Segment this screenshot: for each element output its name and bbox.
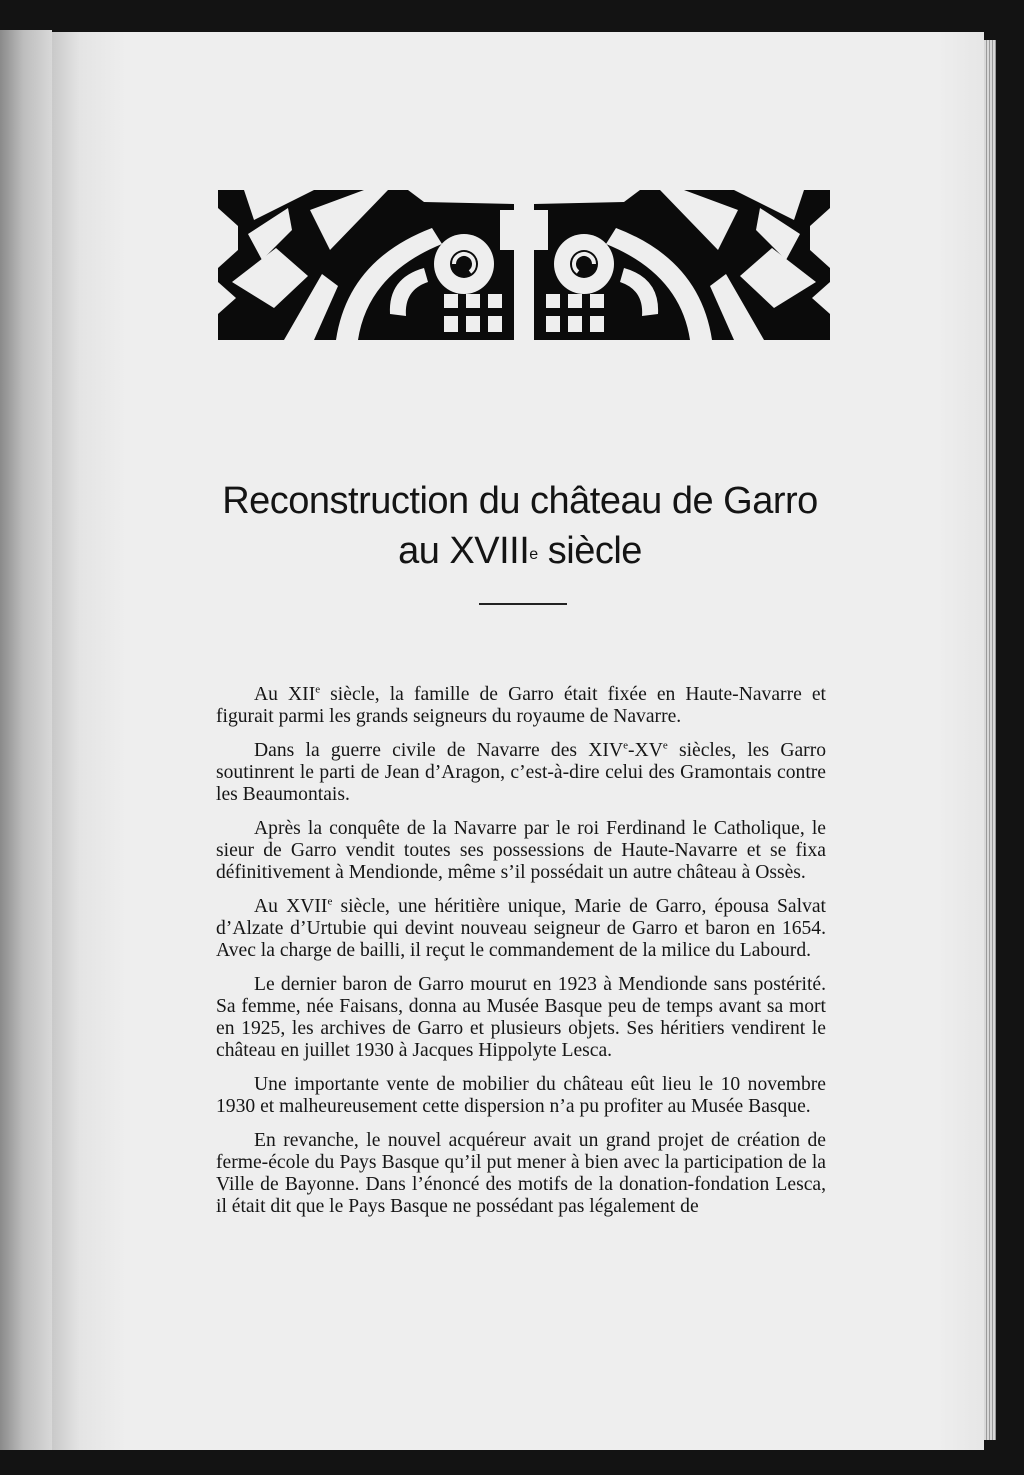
title-rule (479, 603, 567, 605)
superscript: e (327, 895, 333, 908)
text-run: siècle, la famille de Garro était fixée en Haute-Navarre et figurait parmi les grands seigneurs du royaume de Navarre. (216, 684, 827, 727)
text-run: En revanche, le nouvel acquéreur avait un grand projet de création de ferme-école du Pays Basque qu’il put mener à bien avec la participation de la Ville de Bayonne. Dans l’énoncé des motifs de la donation-fondation Lesca, il était dit que le Pays Basque ne possédant pas légalement de (216, 1130, 826, 1217)
text-run: Une importante vente de mobilier du château eût lieu le 10 novembre 1930 et malheureusement cette dispersion n’a pu profiter au Musée Basque. (216, 1074, 826, 1117)
text-run: -XV (628, 740, 663, 761)
text-run: siècle, une héritière unique, Marie de Garro, épousa Salvat d’Alzate d’Urtubie qui devint nouveau seigneur de Garro et baron en 1654. Avec la charge de bailli, il reçut le commandement de la milice du Labourd. (216, 896, 827, 961)
paragraph (216, 974, 826, 1062)
paragraph (216, 1074, 826, 1118)
text-run: siècles, les Garro soutinrent le parti de Jean d’Aragon, c’est-à-dire celui des Gramontais contre les Beaumontais. (216, 740, 827, 805)
text-run: Le dernier baron de Garro mourut en 1923 à Mendionde sans postérité. Sa femme, née Faisans, donna au Musée Basque peu de temps avant sa mort en 1925, les archives de Garro et plusieurs objets. Ses héritiers vendirent le château en juillet 1930 à Jacques Hippolyte Lesca. (216, 974, 826, 1061)
page-stack-edge (984, 40, 996, 1440)
superscript: e (662, 739, 668, 752)
paragraph (216, 1130, 826, 1218)
basque-ornament-band (218, 190, 830, 340)
left-page-edge (0, 30, 52, 1450)
text-run: Au XII (254, 684, 316, 705)
chapter-title (200, 476, 840, 576)
superscript: e (623, 739, 629, 752)
title-superscript: e (529, 546, 538, 563)
text-run: Au XVII (254, 896, 328, 917)
paragraph (216, 896, 826, 962)
title-line-2-rest: siècle (537, 530, 642, 572)
title-line-2-main: au XVIII (398, 530, 530, 572)
text-run: Dans la guerre civile de Navarre des XIV (254, 740, 624, 761)
paragraph (216, 684, 826, 728)
title-line-1: Reconstruction du château de Garro (222, 480, 818, 522)
title-line-2 (398, 530, 642, 572)
paragraph (216, 740, 826, 806)
paragraph (216, 818, 826, 884)
text-run: Après la conquête de la Navarre par le roi Ferdinand le Catholique, le sieur de Garro vendit toutes ses possessions de Haute-Navarre et se fixa définitivement à Mendionde, même s’il possédait un autre château à Ossès. (216, 818, 826, 883)
body-text (216, 684, 826, 1230)
superscript: e (315, 683, 321, 696)
